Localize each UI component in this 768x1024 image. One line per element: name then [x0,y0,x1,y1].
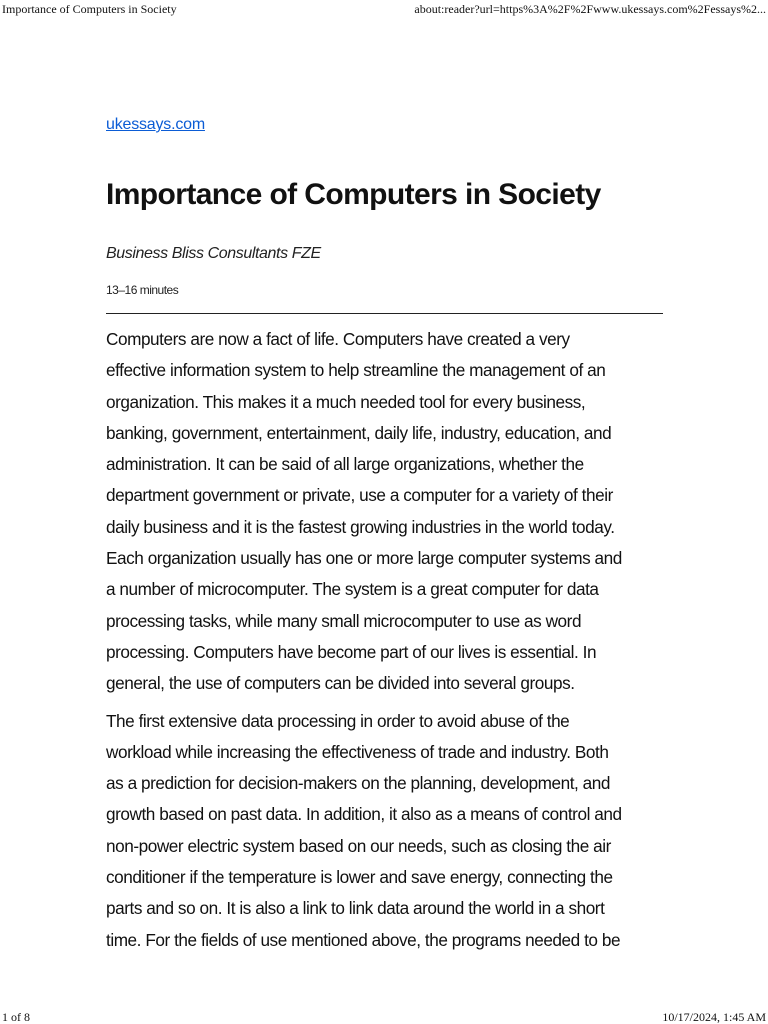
print-footer [0,1009,768,1024]
paragraph-line: as a prediction for decision-makers on the planning, development, and [106,773,610,794]
paragraph-line: a number of microcomputer. The system is a great computer for data [106,579,599,600]
paragraph-line: daily business and it is the fastest growing industries in the world today. [106,516,615,537]
paragraph-line: effective information system to help streamline the management of an [106,360,606,381]
paragraph-line: The first extensive data processing in order to avoid abuse of the [106,710,570,731]
reading-time: 13–16 minutes [106,283,179,297]
paragraph-line: banking, government, entertainment, daily life, industry, education, and [106,422,612,443]
paragraph-line: non-power electric system based on our needs, such as closing the air [106,835,611,856]
paragraph-line: Computers are now a fact of life. Computers have created a very [106,329,570,349]
paragraph-line: workload while increasing the effectiveness of trade and industry. Both [106,741,609,762]
paragraph-line: time. For the fields of use mentioned above, the programs needed to be [106,929,621,950]
paragraph-line: department government or private, use a computer for a variety of their [106,485,613,506]
paragraph-line: growth based on past data. In addition, it also as a means of control and [106,804,622,825]
paragraph-line: administration. It can be said of all large organizations, whether the [106,454,584,475]
reader-article [106,114,663,962]
paragraph-line: parts and so on. It is also a link to link data around the world in a short [106,898,605,919]
paragraph-line: general, the use of computers can be divided into several groups. [106,673,575,694]
paragraph-line: processing tasks, while many small microcomputer to use as word [106,610,582,631]
print-header-page-title: Importance of Computers in Society [2,1,177,16]
article-byline: Business Bliss Consultants FZE [106,245,321,262]
article-content [106,324,663,956]
print-footer-datetime: 10/17/2024, 1:45 AM [662,1009,766,1024]
print-footer-page-number: 1 of 8 [2,1009,30,1024]
print-header-url: about:reader?url=https%3A%2F%2Fwww.ukessays.com%2Fessays%2... [414,1,766,16]
article-title: Importance of Computers in Society [106,178,601,211]
header-divider [106,313,663,314]
print-header [0,1,768,17]
paragraph-line: conditioner if the temperature is lower and save energy, connecting the [106,867,613,888]
article-paragraph [106,706,663,956]
paragraph-line: Each organization usually has one or more large computer systems and [106,548,622,569]
source-domain-link[interactable]: ukessays.com [106,116,205,133]
article-paragraph [106,324,663,700]
paragraph-line: organization. This makes it a much needed tool for every business, [106,391,586,412]
paragraph-line: processing. Computers have become part of our lives is essential. In [106,641,597,662]
